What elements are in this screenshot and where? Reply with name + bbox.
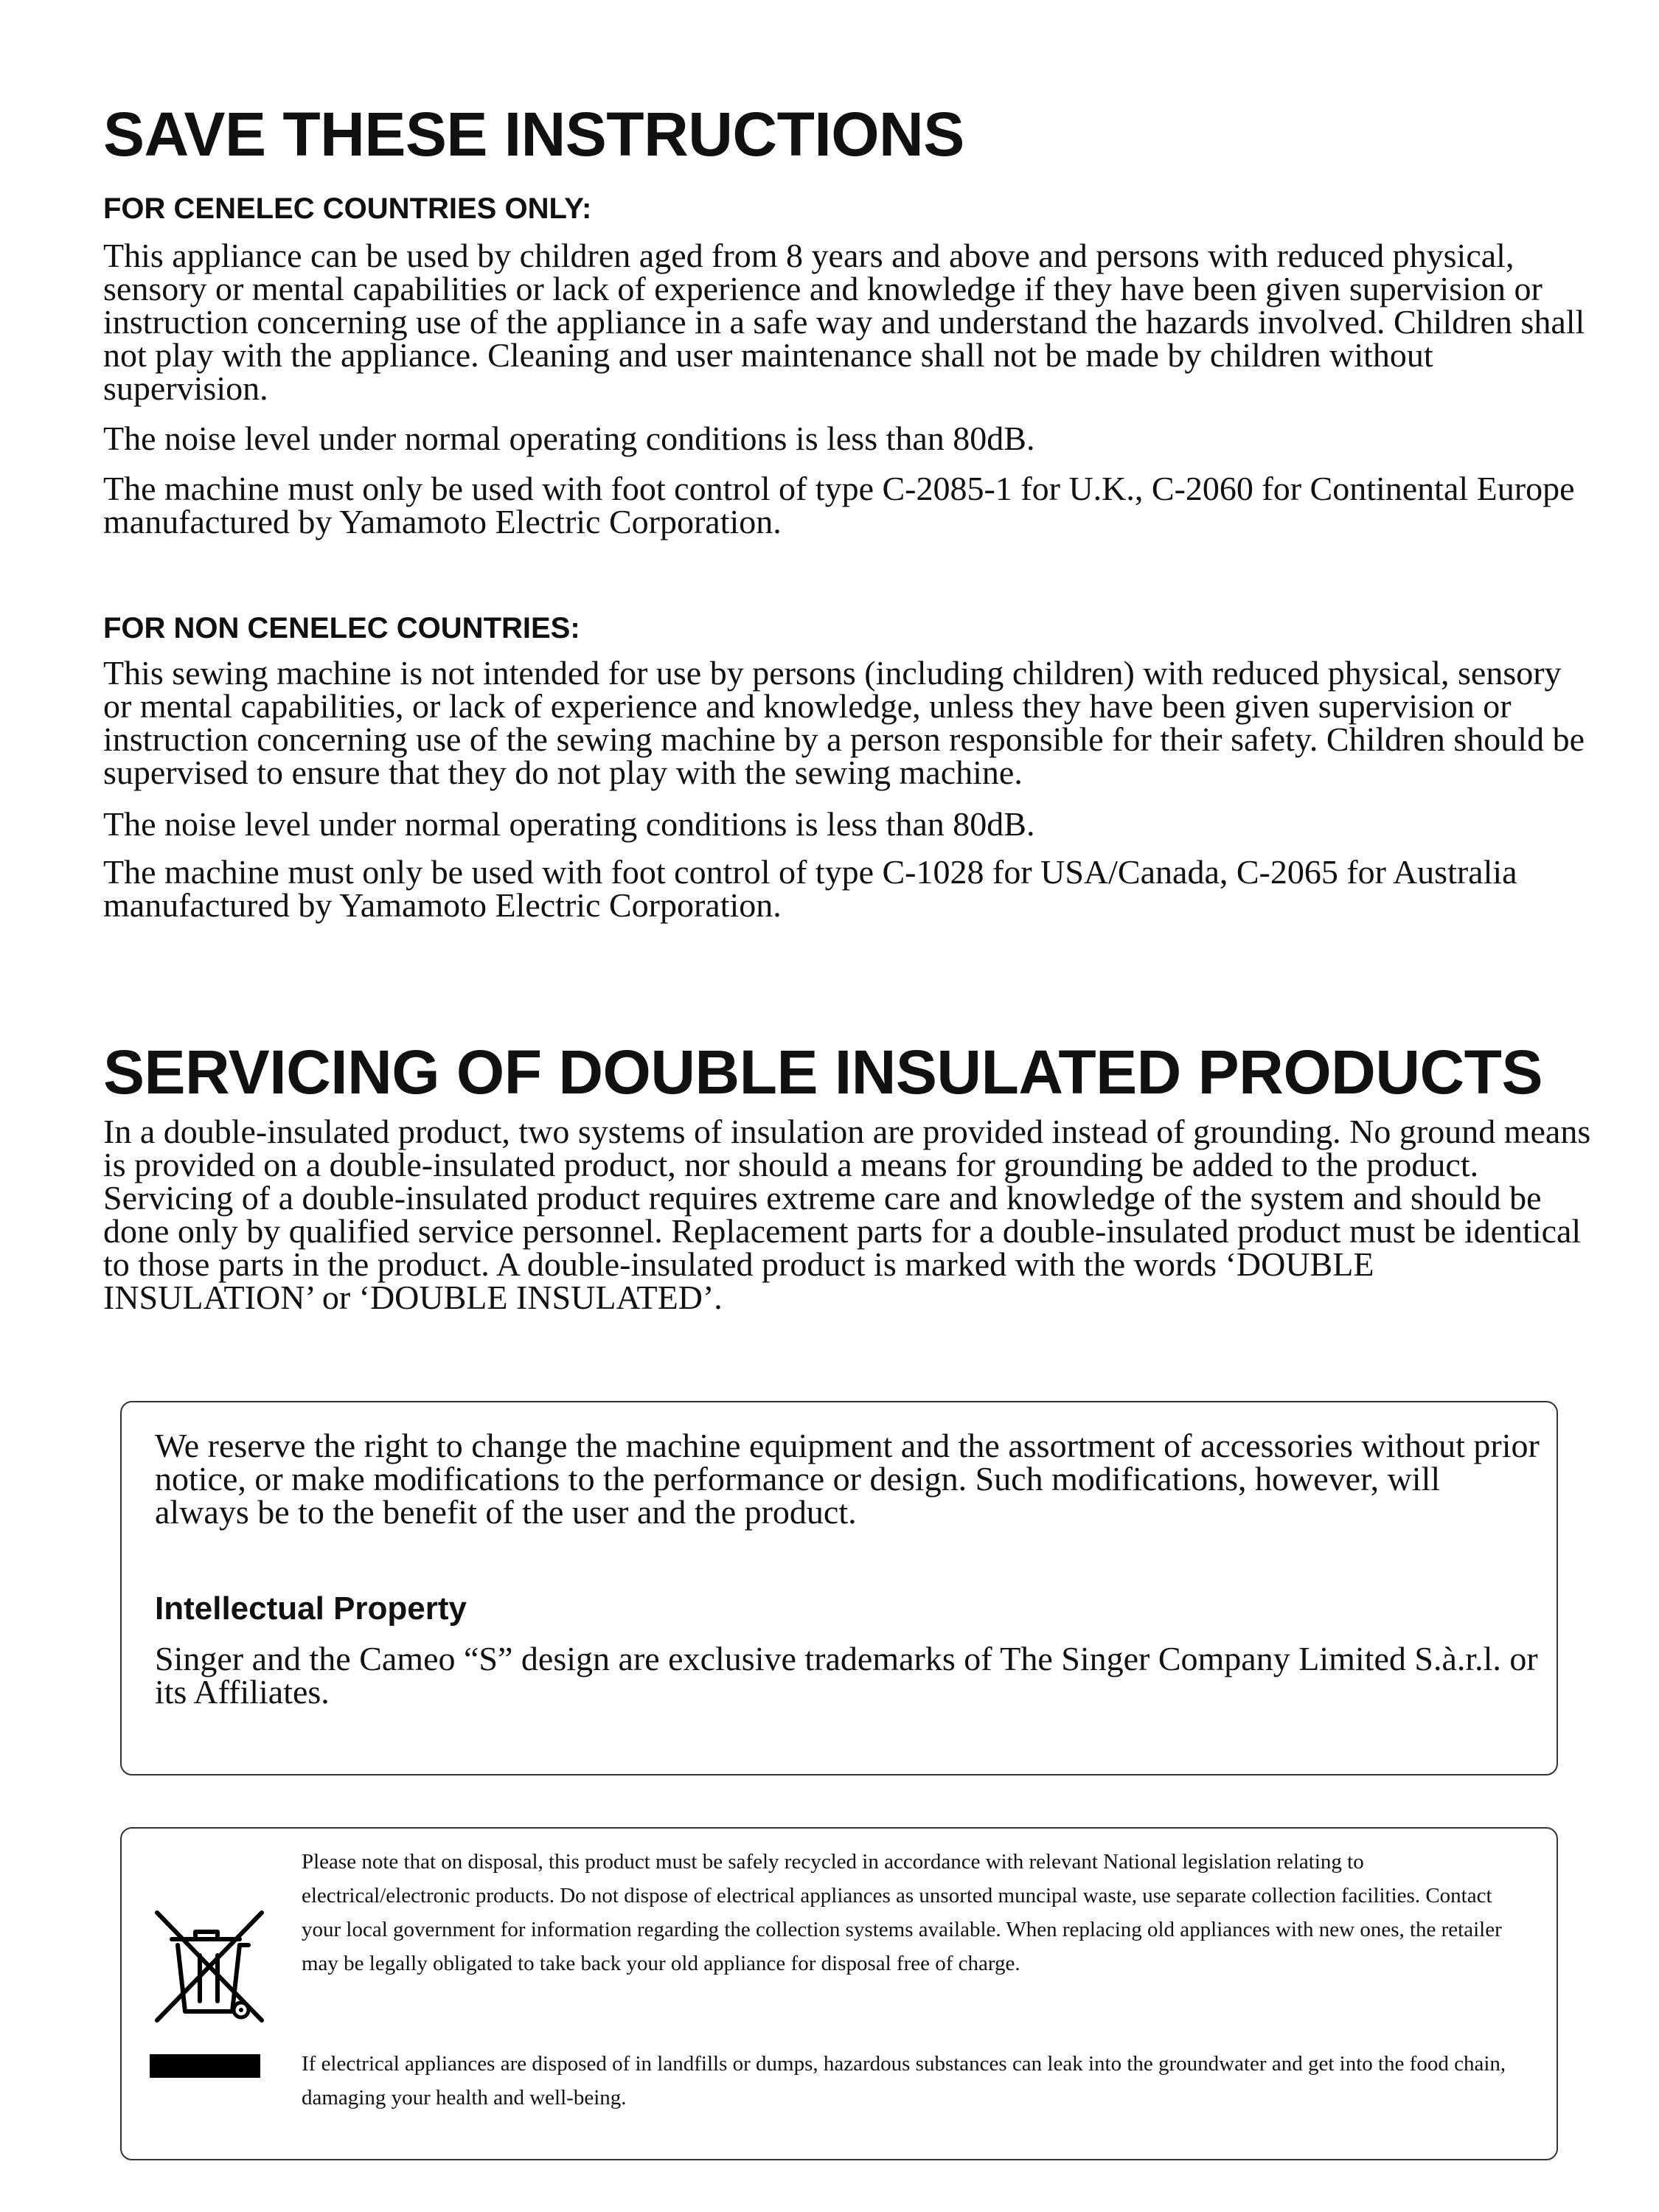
cenelec-heading: FOR CENELEC COUNTRIES ONLY: bbox=[103, 192, 592, 225]
disposal-box bbox=[120, 1827, 1558, 2160]
non-cenelec-paragraph-persons: This sewing machine is not intended for use by persons (including children) with reduced physical, sensory or mental capabilities, or lack of experience and knowledge, unless they have been given supervision or instruction concerning use of the sewing machine by a person responsible for their safety. Children should be supervised to ensure that they do not play with the sewing machine. bbox=[103, 654, 1585, 791]
disposal-paragraph-recycling: Please note that on disposal, this product must be safely recycled in accordance with relevant National legislation relating to electrical/electronic products. Do not dispose of electrical appliances as unsorted muncipal waste, use separate collection facilities. Contact your local government for information regarding the collection systems available. When replacing old appliances with new ones, the retailer may be legally obligated to take back your old appliance for disposal free of charge. bbox=[302, 1850, 1502, 1975]
non-cenelec-paragraph-noise: The noise level under normal operating conditions is less than 80dB. bbox=[103, 805, 1035, 843]
notice-box bbox=[120, 1401, 1558, 1775]
servicing-title: SERVICING OF DOUBLE INSULATED PRODUCTS bbox=[103, 1037, 1543, 1107]
intellectual-property-heading: Intellectual Property bbox=[155, 1590, 467, 1627]
weee-crossed-bin-icon bbox=[136, 1910, 276, 2087]
reserve-rights-paragraph: We reserve the right to change the machine equipment and the assortment of accessories without prior notice, or make modifications to the performance or design. Such modifications, however, will always be to the benefit of the user and the product. bbox=[155, 1427, 1540, 1531]
disposal-paragraph-hazards: If electrical appliances are disposed of in landfills or dumps, hazardous substances can leak into the groundwater and get into the food chain, damaging your health and well-being. bbox=[302, 2052, 1506, 2110]
cenelec-paragraph-children: This appliance can be used by children aged from 8 years and above and persons with reduced physical, sensory or mental capabilities or lack of experience and knowledge if they have been given supervision or instruction concerning use of the appliance in a safe way and understand the hazards involved. Children shall not play with the appliance. Cleaning and user maintenance shall not be made by children without supervision. bbox=[103, 237, 1585, 407]
non-cenelec-paragraph-foot-control: The machine must only be used with foot control of type C-1028 for USA/Canada, C-2065 for Australia manufactured by Yamamoto Electric Corporation. bbox=[103, 853, 1517, 924]
cenelec-paragraph-noise: The noise level under normal operating conditions is less than 80dB. bbox=[103, 420, 1035, 457]
servicing-paragraph: In a double-insulated product, two systems of insulation are provided instead of grounding. No ground means is provided on a double-insulated product, nor should a means for grounding be added to the product. Servicing of a double-insulated product requires extreme care and knowledge of the system and should be done only by qualified service personnel. Replacement parts for a double-insulated product must be identical to those parts in the product. A double-insulated product is marked with the words ‘DOUBLE INSULATION’ or ‘DOUBLE INSULATED’. bbox=[103, 1113, 1591, 1316]
save-instructions-title: SAVE THESE INSTRUCTIONS bbox=[103, 100, 964, 169]
non-cenelec-heading: FOR NON CENELEC COUNTRIES: bbox=[103, 612, 580, 644]
intellectual-property-paragraph: Singer and the Cameo “S” design are exclusive trademarks of The Singer Company Limited S.à.r.l. or its Affiliates. bbox=[155, 1640, 1538, 1711]
cenelec-paragraph-foot-control: The machine must only be used with foot control of type C-2085-1 for U.K., C-2060 for Continental Europe manufactured by Yamamoto Electric Corporation. bbox=[103, 470, 1575, 540]
